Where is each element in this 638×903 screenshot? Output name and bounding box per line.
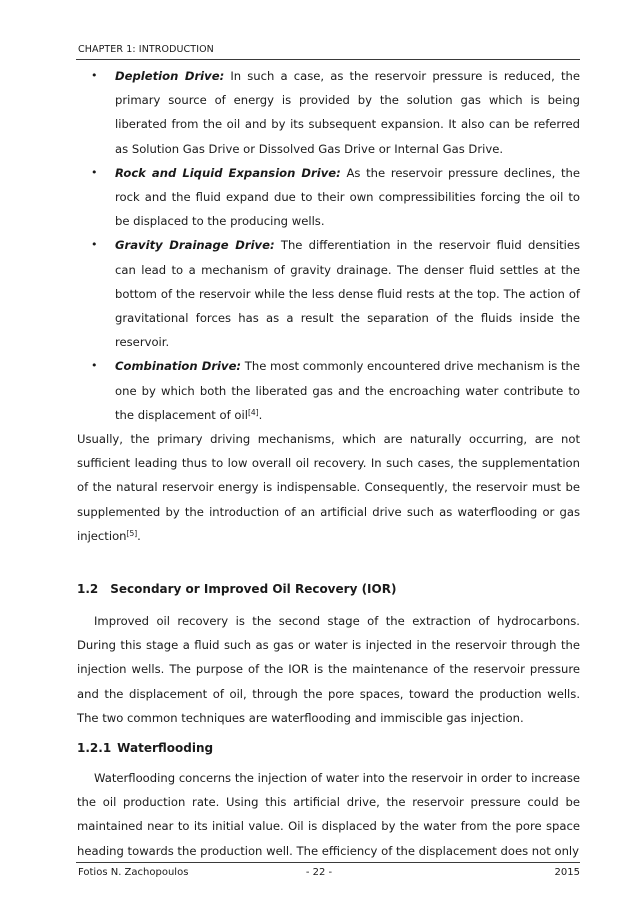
paragraph-tail: .	[137, 528, 141, 543]
subsection-number: 1.2.1	[77, 741, 112, 756]
bullet-tail: .	[258, 407, 263, 422]
footer-author: Fotios N. Zachopoulos	[78, 867, 189, 878]
bullet-term: Gravity Drainage Drive:	[115, 238, 275, 253]
bullet-icon: •	[91, 69, 98, 82]
section-heading	[77, 579, 580, 599]
bullet-text: The most commonly encountered drive mechanism is the one by which both the liberated gas and the encroaching water contribute to the displacement of oil	[115, 359, 580, 422]
bullet-term: Rock and Liquid Expansion Drive:	[115, 165, 341, 180]
bullet-icon: •	[91, 359, 98, 373]
subsection-title: Waterflooding	[117, 741, 214, 756]
bullet-icon: •	[91, 238, 98, 252]
bullet-term: Depletion Drive:	[115, 69, 225, 83]
list-item	[77, 233, 580, 354]
bullet-text: In such a case, as the reservoir pressure is reduced, the primary source of energy is provided by the solution gas which is being liberated from the oil and by its subsequent expansion. It also can be referred as Solution Gas Drive or Dissolved Gas Drive or Internal Gas Drive.	[115, 69, 580, 156]
citation-ref: [5]	[126, 528, 138, 538]
paragraph-text: Usually, the primary driving mechanisms, which are naturally occurring, are not sufficient leading thus to low overall oil recovery. In such cases, the supplementation of the natural reservoir energy is indispensable. Consequently, the reservoir must be supplemented by the introduction of an artificial drive such as waterflooding or gas injection	[77, 432, 580, 543]
ior-paragraph: Improved oil recovery is the second stage of the extraction of hydrocarbons. During this stage a fluid such as gas or water is injected in the reservoir through the injection wells. The purpose of the IOR is the maintenance of the reservoir pressure and the displacement of oil, through the pore spaces, toward the production wells. The two common techniques are waterflooding and immiscible gas injection.	[77, 614, 580, 725]
section-title: Secondary or Improved Oil Recovery (IOR)	[110, 582, 397, 597]
bullet-icon: •	[91, 165, 98, 179]
page-number: - 22 -	[305, 867, 333, 878]
waterflooding-paragraph: Waterflooding concerns the injection of water into the reservoir in order to increase the oil production rate. Using this artificial drive, the reservoir pressure could be maintained near to its initial value. Oil is displaced by the water from the pore space heading towards the production well. The efficiency of the displacement does not only	[77, 771, 580, 858]
citation-ref: [4]	[247, 407, 259, 417]
header-divider	[76, 59, 580, 60]
drive-mechanism-list	[77, 64, 580, 427]
page-body	[77, 64, 580, 863]
bullet-text: The differentiation in the reservoir fluid densities can lead to a mechanism of gravity drainage. The denser fluid settles at the bottom of the reservoir while the less dense fluid rests at the top. The action of gravitational forces has as a result the separation of the fluids inside the reservoir.	[115, 238, 581, 350]
running-header: CHAPTER 1: INTRODUCTION	[78, 44, 214, 55]
primary-recovery-paragraph	[77, 427, 580, 548]
footer-year: 2015	[554, 867, 580, 878]
list-item	[77, 354, 580, 427]
subsection-heading	[77, 738, 580, 758]
list-item	[77, 64, 580, 161]
list-item	[77, 161, 580, 234]
section-number: 1.2	[77, 582, 99, 597]
footer-divider	[76, 862, 580, 863]
bullet-term: Combination Drive:	[115, 359, 242, 374]
bullet-text: As the reservoir pressure declines, the rock and the fluid expand due to their own compressibilities forcing the oil to be displaced to the producing wells.	[115, 165, 580, 229]
